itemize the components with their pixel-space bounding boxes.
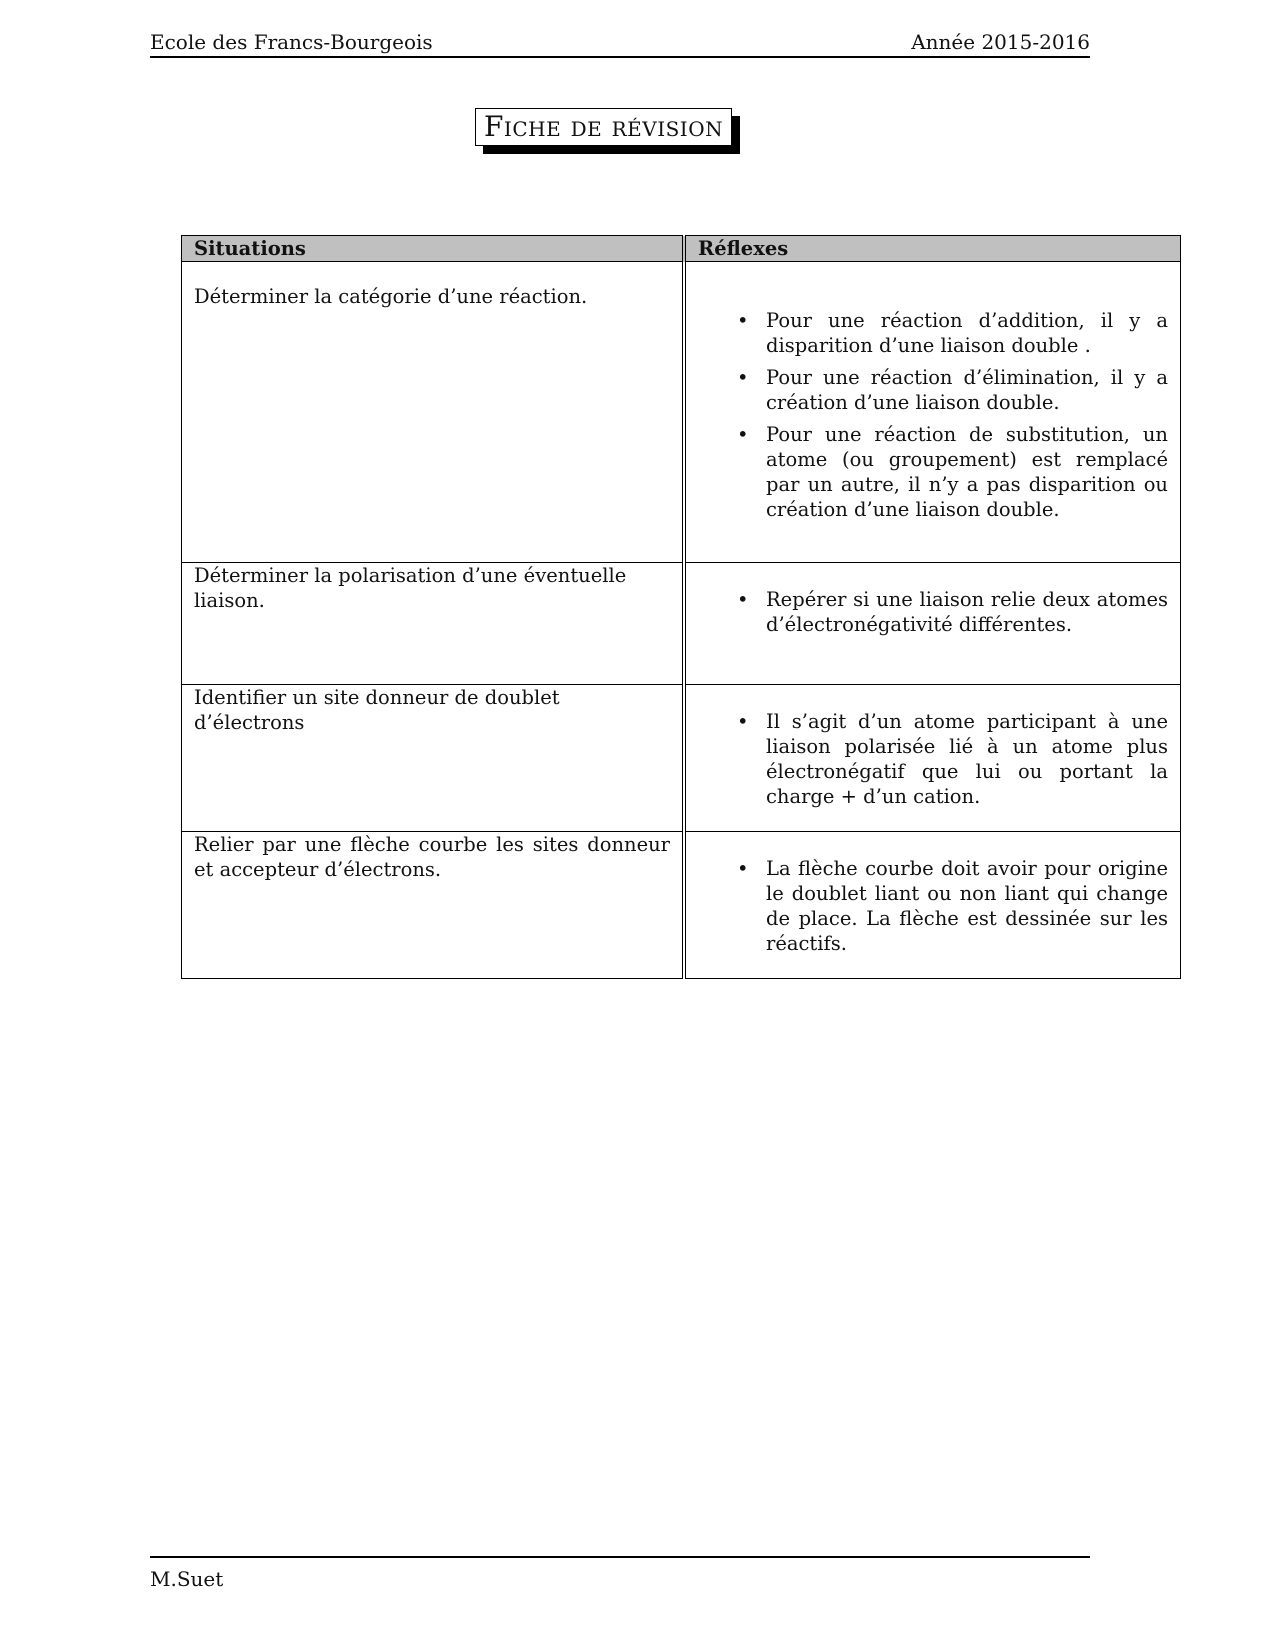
bullet-icon: •	[737, 857, 749, 880]
list-item	[706, 365, 1168, 415]
reflex-text: Pour une réaction d’addition, il y a disparition d’une liaison double .	[766, 309, 1168, 357]
situation-cell	[182, 262, 685, 563]
situation-text: Relier par une flèche courbe les sites donneur et accepteur d’électrons.	[194, 833, 670, 881]
footer-rule	[150, 1556, 1090, 1558]
reflexes-cell	[684, 685, 1181, 832]
reflexes-list	[706, 262, 1168, 522]
bullet-icon: •	[737, 710, 749, 733]
column-header-reflexes: Réflexes	[684, 236, 1181, 262]
reflex-text: Pour une réaction de substitution, un atome (ou groupement) est remplacé par un autre, il n’y a pas disparition ou création d’une liaison double.	[766, 423, 1168, 521]
situation-cell	[182, 685, 685, 832]
table-header-row	[182, 236, 1181, 262]
situation-text: Identifier un site donneur de doublet d’électrons	[194, 686, 560, 734]
list-item	[706, 856, 1168, 956]
reflexes-list	[706, 832, 1168, 956]
reflexes-cell	[684, 262, 1181, 563]
list-item	[706, 709, 1168, 809]
school-name: Ecole des Francs-Bourgeois	[150, 30, 433, 54]
reflex-text: Pour une réaction d’élimination, il y a création d’une liaison double.	[766, 366, 1168, 414]
reflexes-cell	[684, 563, 1181, 685]
reflexes-list	[706, 685, 1168, 809]
situation-text: Déterminer la catégorie d’une réaction.	[194, 285, 588, 308]
bullet-icon: •	[737, 423, 749, 446]
revision-table	[181, 235, 1181, 979]
situation-cell	[182, 832, 685, 979]
table-row	[182, 262, 1181, 563]
title-block	[475, 108, 732, 146]
reflexes-list	[706, 563, 1168, 637]
bullet-icon: •	[737, 309, 749, 332]
footer-author: M.Suet	[150, 1567, 224, 1591]
list-item	[706, 422, 1168, 522]
page-title: Fiche de révision	[475, 108, 732, 146]
list-item	[706, 308, 1168, 358]
list-item	[706, 587, 1168, 637]
page-header	[150, 28, 1090, 58]
reflex-text: La flèche courbe doit avoir pour origine le doublet liant ou non liant qui change de place. La flèche est dessinée sur les réactifs.	[766, 857, 1168, 955]
column-header-situations: Situations	[182, 236, 685, 262]
table-row	[182, 563, 1181, 685]
table-row	[182, 832, 1181, 979]
reflex-text: Repérer si une liaison relie deux atomes d’électronégativité différentes.	[766, 588, 1168, 636]
reflex-text: Il s’agit d’un atome participant à une liaison polarisée lié à un atome plus électronégatif que lui ou portant la charge + d’un cation.	[766, 710, 1168, 808]
situation-text: Déterminer la polarisation d’une éventuelle liaison.	[194, 564, 627, 612]
reflexes-cell	[684, 832, 1181, 979]
situation-cell	[182, 563, 685, 685]
school-year: Année 2015-2016	[911, 30, 1090, 54]
bullet-icon: •	[737, 366, 749, 389]
bullet-icon: •	[737, 588, 749, 611]
table-row	[182, 685, 1181, 832]
